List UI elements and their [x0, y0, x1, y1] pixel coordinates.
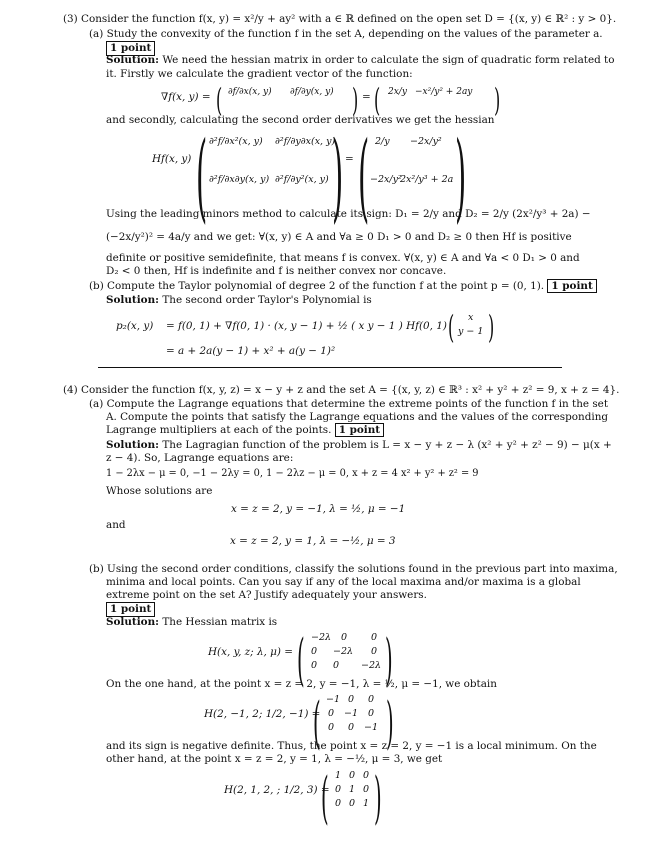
- paren-left: (: [313, 691, 321, 756]
- negdef-l1: and its sign is negative definite. Thus, the point x = z = 2, y = −1 is a local minimum. On the: [106, 740, 597, 752]
- taylor-line1: = f(0, 1) + ∇f(0, 1) · (x, y − 1) + ½ ( x y − 1 ) Hf(0, 1): [166, 320, 447, 332]
- whose-solutions: Whose solutions are: [106, 485, 213, 497]
- p3a-point-badge: 1 point: [106, 41, 155, 56]
- H-cell: −2λ: [333, 646, 354, 657]
- gradient-lhs: ∇f(x, y) =: [161, 91, 211, 103]
- grad-y-comp: −x²/y² + 2ay: [415, 87, 473, 97]
- paren-left: (: [297, 628, 305, 693]
- p4a-l3: [106, 424, 384, 437]
- p3b-prompt: [89, 280, 597, 293]
- r12: −2x/y²: [410, 136, 442, 147]
- solution-label: Solution:: [106, 439, 160, 451]
- H-cell: 0: [311, 660, 318, 671]
- grad-dfdx: ∂f/∂x(x, y): [228, 87, 272, 97]
- H2-cell: 1: [349, 784, 356, 795]
- H1-cell: −1: [326, 694, 341, 705]
- lagrange-equations: 1 − 2λx − μ = 0, −1 − 2λy = 0, 1 − 2λz − μ = 0, x + z = 4 x² + y² + z² = 9: [106, 468, 479, 479]
- p4-intro: (4) Consider the function f(x, y, z) = x − y + z and the set A = {(x, y, z) ∈ ℝ³ : x² + y² + z² = 9, x + z = 4}.: [63, 384, 620, 396]
- hessian-eq: =: [345, 153, 354, 165]
- negdef-l2: other hand, at the point x = z = 2, y = 1, λ = −½, μ = 3, we get: [106, 753, 443, 765]
- solution-point-1: x = z = 2, y = −1, λ = ½, μ = −1: [231, 503, 406, 515]
- H1-row-1: [326, 694, 374, 706]
- H2-cell: 0: [349, 770, 356, 781]
- p4a-point-badge: 1 point: [335, 423, 384, 437]
- H2-row-1: [335, 770, 369, 782]
- H1-lhs: H(2, −1, 2; 1/2, −1) =: [204, 708, 321, 720]
- h12: ∂²f/∂y∂x(x, y): [275, 136, 336, 147]
- p4a-l3-text: Lagrange multipliers at each of the points.: [106, 424, 332, 436]
- H1-cell: 0: [368, 708, 375, 719]
- paren-right: ): [374, 766, 382, 831]
- paren-left: (: [374, 81, 381, 119]
- paren-left: (: [216, 81, 223, 119]
- minors-l4: D₂ < 0 then, Hf is indefinite and f is neither convex nor concave.: [106, 265, 447, 277]
- p4b-point-badge: 1 point: [106, 602, 155, 617]
- taylor-vec-y: y − 1: [458, 326, 484, 337]
- H1-cell: 0: [328, 708, 335, 719]
- paren-left: (: [358, 121, 370, 233]
- H2-cell: 1: [335, 770, 342, 781]
- H2-cell: 0: [363, 784, 370, 795]
- taylor-lhs: p₂(x, y): [116, 320, 154, 332]
- p4a-solution-l2: z − 4). So, Lagrange equations are:: [106, 452, 294, 464]
- p4a-sol-text1: The Lagragian function of the problem is L = x − y + z − λ (x² + y² + z² − 9) − μ(x +: [162, 439, 612, 451]
- H1-cell: 0: [368, 694, 375, 705]
- H2-cell: 1: [363, 798, 370, 809]
- H-cell: 0: [371, 646, 378, 657]
- paren-left: (: [448, 308, 455, 346]
- H-cell: 0: [341, 632, 348, 643]
- p4b-l3: extreme point on the set A? Justify adequately your answers.: [106, 589, 427, 601]
- paren-right: ): [332, 121, 344, 233]
- H1-row-2: [328, 708, 374, 720]
- grad-x-comp: 2x/y: [388, 87, 407, 97]
- r22: 2x²/y³ + 2a: [400, 174, 454, 185]
- H-cell: −2λ: [361, 660, 382, 671]
- H2-cell: 0: [335, 784, 342, 795]
- H2-row-3: [335, 798, 369, 810]
- paren-right: ): [455, 121, 467, 233]
- p4b-sol-text: The Hessian matrix is: [162, 616, 278, 628]
- p3a-prompt: (a) Study the convexity of the function f in the set A, depending on the values of the parameter a.: [89, 28, 603, 40]
- paren-right: ): [386, 691, 394, 756]
- paren-right: ): [385, 628, 393, 693]
- H-row-2: [311, 646, 377, 658]
- solution-label: Solution:: [106, 616, 160, 628]
- H1-cell: 0: [348, 694, 355, 705]
- p3-second-text: and secondly, calculating the second order derivatives we get the hessian: [106, 114, 495, 126]
- p3b-prompt-text: (b) Compute the Taylor polynomial of degree 2 of the function f at the point p = (0, 1).: [89, 280, 545, 292]
- paren-right: ): [494, 81, 501, 119]
- minors-l2: (−2x/y²)² = 4a/y and we get: ∀(x, y) ∈ A and ∀a ≥ 0 D₁ > 0 and D₂ ≥ 0 then Hf is positive: [106, 231, 572, 243]
- p3b-solution: [106, 294, 372, 307]
- p4b-l1: (b) Using the second order conditions, classify the solutions found in the previous part into maxima,: [89, 563, 618, 575]
- H2-row-2: [335, 784, 369, 796]
- minors-l1: Using the leading minors method to calculate its sign: D₁ = 2/y and D₂ = 2/y (2x²/y³ + 2a) −: [106, 208, 591, 220]
- grad-dfdy: ∂f/∂y(x, y): [290, 87, 334, 97]
- H1-cell: −1: [364, 722, 379, 733]
- H-cell: 0: [333, 660, 340, 671]
- p4b-l2: minima and local points. Can you say if any of the local maxima and/or maxima is a global: [106, 576, 581, 588]
- H-row-1: [311, 632, 377, 644]
- p4a-l1: (a) Compute the Lagrange equations that determine the extreme points of the function f in the set: [89, 398, 609, 410]
- H-cell: 0: [371, 632, 378, 643]
- H2-cell: 0: [363, 770, 370, 781]
- solution-label: Solution:: [106, 294, 160, 306]
- section-divider: [98, 367, 562, 368]
- H2-cell: 0: [335, 798, 342, 809]
- hessian-lhs: Hf(x, y): [152, 153, 192, 165]
- H-row-3: [311, 660, 381, 672]
- H1-row-3: [328, 722, 378, 734]
- p3a-solution-l2: it. Firstly we calculate the gradient vector of the function:: [106, 68, 413, 80]
- p4b-solution: [106, 616, 277, 629]
- H1-cell: −1: [344, 708, 359, 719]
- r21: −2x/y²: [370, 174, 402, 185]
- h21: ∂²f/∂x∂y(x, y): [209, 174, 270, 185]
- taylor-line2: = a + 2a(y − 1) + x² + a(y − 1)²: [166, 345, 336, 357]
- p4a-solution-l1: [106, 439, 612, 452]
- paren-right: ): [352, 81, 359, 119]
- onehand-text: On the one hand, at the point x = z = 2, y = −1, λ = ½, μ = −1, we obtain: [106, 678, 497, 690]
- H2-cell: 0: [349, 798, 356, 809]
- H-general-lhs: H(x, y, z; λ, μ) =: [208, 646, 293, 658]
- taylor-vec-x: x: [468, 312, 474, 323]
- solution-point-2: x = z = 2, y = 1, λ = −½, μ = 3: [230, 535, 396, 547]
- p3b-point-badge: 1 point: [547, 279, 596, 293]
- p3a-sol-text1: We need the hessian matrix in order to calculate the sign of quadratic form related to: [162, 54, 615, 66]
- H2-lhs: H(2, 1, 2, ; 1/2, 3) =: [224, 784, 330, 796]
- p3-intro: (3) Consider the function f(x, y) = x²/y + ay² with a ∈ ℝ defined on the open set D = {(x, y) ∈ ℝ² : y > 0}.: [63, 13, 617, 25]
- p3b-sol-text: The second order Taylor's Polynomial is: [162, 294, 372, 306]
- solution-label: Solution:: [106, 54, 160, 66]
- H-cell: −2λ: [311, 632, 332, 643]
- H1-cell: 0: [328, 722, 335, 733]
- p3a-solution-l1: [106, 54, 614, 67]
- paren-left: (: [321, 766, 329, 831]
- H-cell: 0: [311, 646, 318, 657]
- minors-l3: definite or positive semidefinite, that means f is convex. ∀(x, y) ∈ A and ∀a < 0 D₁ > 0 and: [106, 252, 580, 264]
- p4a-l2: A. Compute the points that satisfy the Lagrange equations and the values of the corresponding: [106, 411, 609, 423]
- r11: 2/y: [375, 136, 390, 147]
- H1-cell: 0: [348, 722, 355, 733]
- paren-left: (: [196, 121, 208, 233]
- gradient-eq: =: [362, 91, 371, 103]
- h22: ∂²f/∂y²(x, y): [275, 174, 329, 185]
- paren-right: ): [488, 308, 495, 346]
- and-text: and: [106, 519, 126, 531]
- h11: ∂²f/∂x²(x, y): [209, 136, 263, 147]
